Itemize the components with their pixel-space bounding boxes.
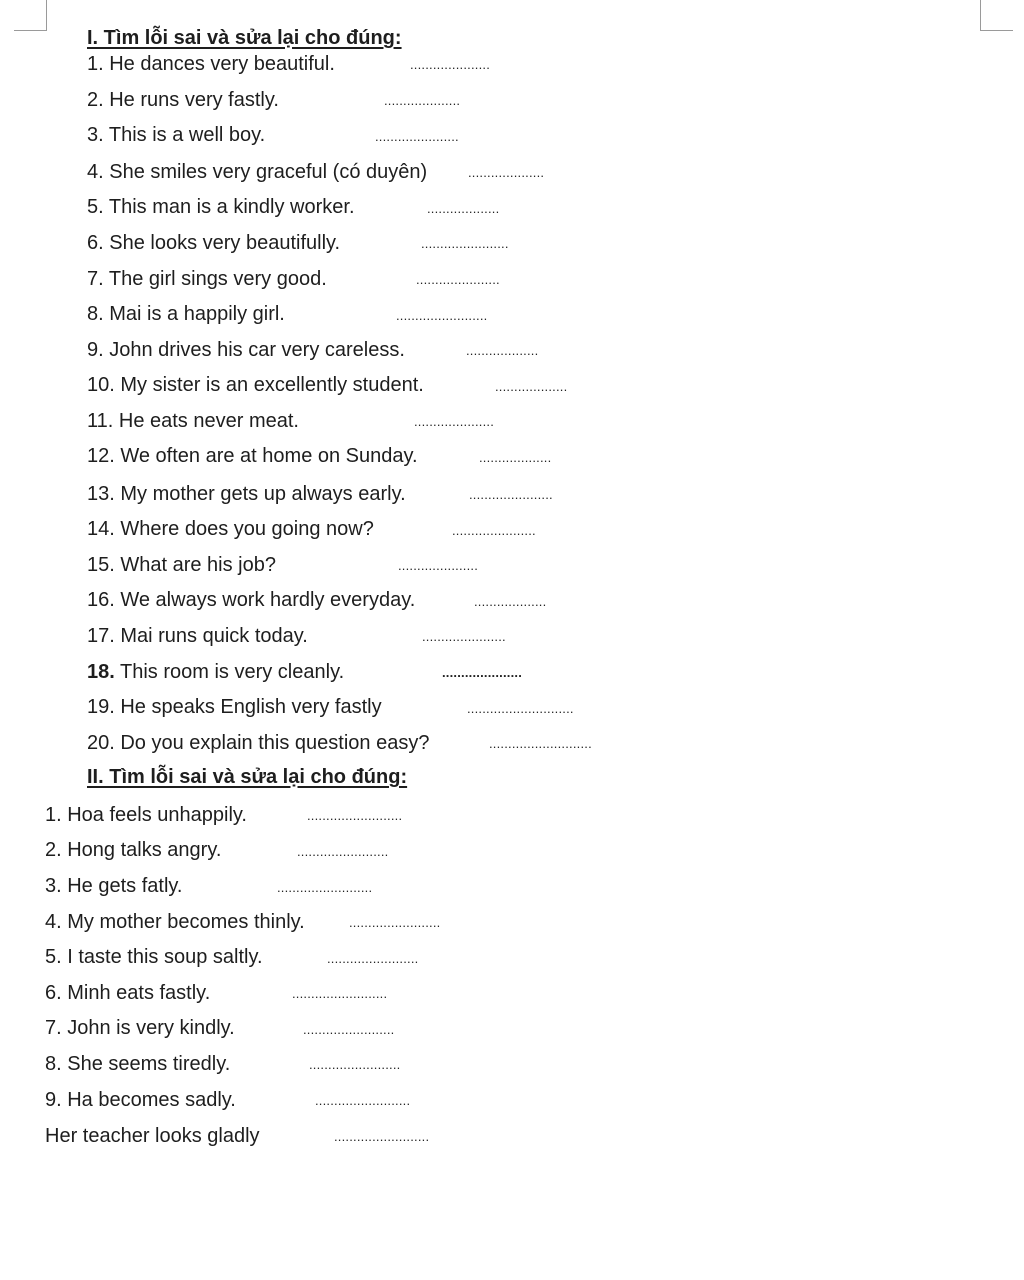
exercise-1-item-12: 12. We often are at home on Sunday.	[87, 445, 418, 467]
answer-blank: .....................	[398, 558, 479, 573]
answer-blank: .........................	[334, 1129, 430, 1144]
answer-blank: .........................	[277, 880, 373, 895]
exercise-1-item-6: 6. She looks very beautifully.	[87, 232, 341, 254]
exercise-1-item-15: 15. What are his job?	[87, 554, 276, 576]
exercise-1-item-4: 4. She smiles very graceful (có duyên)	[87, 161, 428, 183]
exercise-2-item-2: 2. Hong talks angry.	[45, 839, 222, 861]
exercise-2-item-9: 9. Ha becomes sadly.	[45, 1089, 236, 1111]
exercise-1-item-8: 8. Mai is a happily girl.	[87, 303, 285, 325]
exercise-1-item-20: 20. Do you explain this question easy?	[87, 732, 430, 754]
answer-blank: ........................	[303, 1022, 395, 1037]
exercise-1-item-10: 10. My sister is an excellently student.	[87, 374, 424, 396]
item-number: 18.	[87, 661, 115, 683]
answer-blank: .........................	[315, 1093, 411, 1108]
answer-blank: ........................	[396, 308, 488, 323]
section-2-heading: II. Tìm lỗi sai và sửa lại cho đúng:	[87, 766, 408, 788]
exercise-1-item-3: 3. This is a well boy.	[87, 124, 266, 146]
exercise-2-item-1: 1. Hoa feels unhappily.	[45, 804, 247, 826]
answer-blank: ...................	[474, 594, 547, 609]
exercise-1-item-13: 13. My mother gets up always early.	[87, 483, 406, 505]
exercise-1-item-18	[87, 660, 344, 684]
answer-blank: ....................	[384, 93, 461, 108]
exercise-1-item-7: 7. The girl sings very good.	[87, 268, 327, 290]
answer-blank: ...................	[495, 379, 568, 394]
exercise-2-item-6: 6. Minh eats fastly.	[45, 982, 211, 1004]
answer-blank: .....................	[414, 414, 495, 429]
answer-blank: ........................	[349, 915, 441, 930]
answer-blank: ......................	[469, 487, 553, 502]
exercise-1-item-17: 17. Mai runs quick today.	[87, 625, 308, 647]
answer-blank: .....................	[410, 57, 491, 72]
answer-blank: ...................	[466, 343, 539, 358]
exercise-1-item-16: 16. We always work hardly everyday.	[87, 589, 416, 611]
exercise-2-item-4: 4. My mother becomes thinly.	[45, 911, 305, 933]
exercise-1-item-2: 2. He runs very fastly.	[87, 89, 279, 111]
exercise-2-item-10: Her teacher looks gladly	[45, 1125, 260, 1147]
section-1-heading: I. Tìm lỗi sai và sửa lại cho đúng:	[87, 27, 402, 49]
answer-blank: ....................	[468, 165, 545, 180]
answer-blank: ........................	[327, 951, 419, 966]
exercise-1-item-14: 14. Where does you going now?	[87, 518, 374, 540]
answer-blank: ...........................	[489, 736, 592, 751]
page-corner-mark-right	[980, 0, 1013, 31]
answer-blank: ........................	[297, 844, 389, 859]
answer-blank: ...................	[479, 450, 552, 465]
exercise-2-item-7: 7. John is very kindly.	[45, 1017, 235, 1039]
answer-blank: ......................	[452, 523, 536, 538]
answer-blank: .....................	[442, 665, 523, 680]
answer-blank: ........................	[309, 1057, 401, 1072]
exercise-1-item-9: 9. John drives his car very careless.	[87, 339, 405, 361]
exercise-1-item-19: 19. He speaks English very fastly	[87, 696, 382, 718]
exercise-1-item-11: 11. He eats never meat.	[87, 410, 299, 432]
answer-blank: .......................	[421, 236, 509, 251]
answer-blank: ............................	[467, 701, 574, 716]
item-text: This room is very cleanly.	[114, 661, 345, 683]
answer-blank: ......................	[375, 129, 459, 144]
exercise-2-item-5: 5. I taste this soup saltly.	[45, 946, 263, 968]
exercise-2-item-3: 3. He gets fatly.	[45, 875, 183, 897]
answer-blank: ......................	[416, 272, 500, 287]
answer-blank: .........................	[292, 986, 388, 1001]
answer-blank: ......................	[422, 629, 506, 644]
exercise-2-item-8: 8. She seems tiredly.	[45, 1053, 231, 1075]
exercise-1-item-1: 1. He dances very beautiful.	[87, 53, 335, 75]
exercise-1-item-5: 5. This man is a kindly worker.	[87, 196, 355, 218]
page-corner-mark-left	[14, 0, 47, 31]
answer-blank: .........................	[307, 808, 403, 823]
answer-blank: ...................	[427, 201, 500, 216]
